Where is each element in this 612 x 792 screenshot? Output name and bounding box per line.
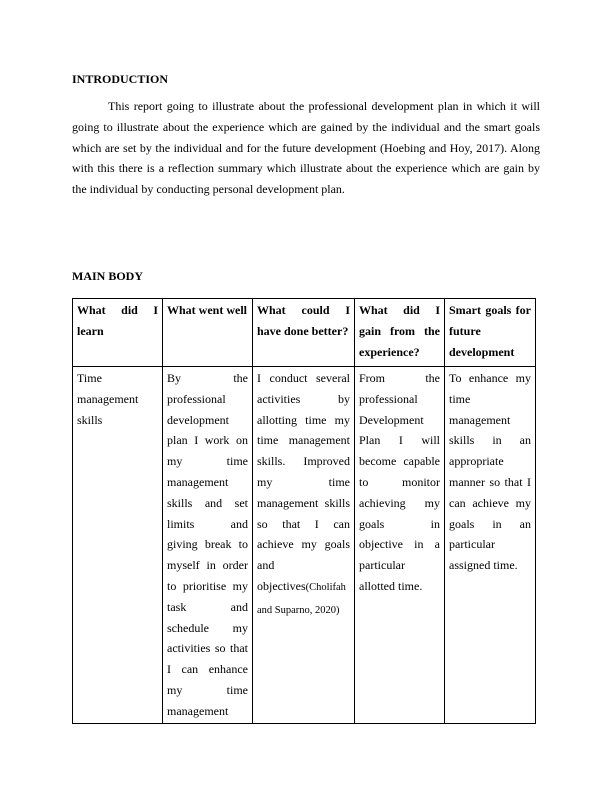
header-what-learned: What did I learn	[73, 299, 163, 367]
header-smart-goals: Smart goals for future development	[445, 299, 536, 367]
table-row	[73, 367, 536, 724]
header-what-went-well: What went well	[163, 299, 253, 367]
main-body-heading: MAIN BODY	[72, 269, 143, 283]
cell-went-well: By the professional development plan I work on my time management skills and set limits and giving break to myself in order to prioritise my task and schedule my activities so that I can enhance my time management	[163, 367, 253, 724]
development-plan-table	[72, 298, 536, 724]
introduction-heading: INTRODUCTION	[72, 72, 169, 86]
header-gain: What did I gain from the experience?	[355, 299, 445, 367]
cell-smart-goals: To enhance my time management skills in an appropriate manner so that I can achieve my goals in an particular assigned time.	[445, 367, 536, 724]
table-header-row	[73, 299, 536, 367]
cell-learn: Time management skills	[73, 367, 163, 724]
introduction-paragraph: This report going to illustrate about the professional development plan in which it will going to illustrate about the experience which are gained by the individual and the smart goals which are set by the individual and for the future development (Hoebing and Hoy, 2017). Along with this there is a reflection summary which illustrate about the experience which are gain by the individual by conducting personal development plan.	[72, 99, 540, 197]
header-done-better: What could I have done better?	[253, 299, 355, 367]
cell-better-text: I conduct several activities by allotting time my time management skills. Improved my time management skills so that I can achieve my goals and objectives	[257, 371, 350, 593]
citation: (Cholifah and Suparno, 2020)	[257, 581, 346, 616]
cell-better	[253, 367, 355, 724]
cell-gain: From the professional Development Plan I will become capable to monitor achieving my goals in objective in a particular allotted time.	[355, 367, 445, 724]
